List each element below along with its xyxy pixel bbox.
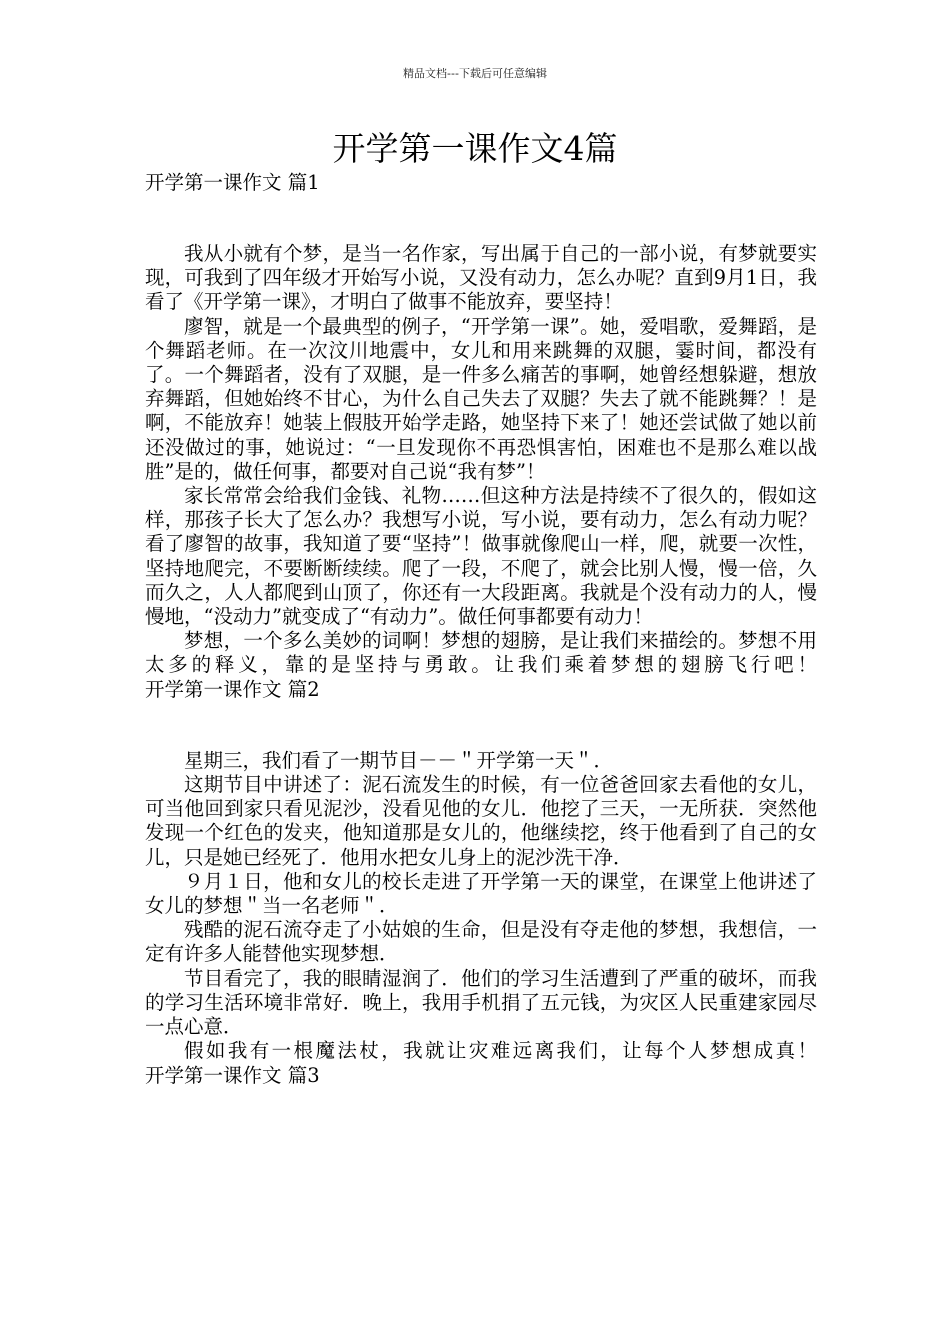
paragraph-text: 假如我有一根魔法杖，我就让灾难远离我们，让每个人梦想成真！ [184,1039,817,1063]
blank-space [145,702,817,749]
paragraph [145,1039,817,1087]
document-title: 开学第一课作文4篇 [332,129,618,168]
paragraph: 家长常常会给我们金钱、礼物……但这种方法是持续不了很久的，假如这样，那孩子长大了怎么办？我想写小说，写小说，要有动力，怎么有动力呢？看了廖智的故事，我知道了要“坚持”！做事就像爬山一样，爬，就要一次性，坚持地爬完，不要断断续续。爬了一段，不爬了，就会比别人慢，慢一倍，久而久之，人人都爬到山顶了，你还有一大段距离。我就是个没有动力的人，慢慢地，“没动力”就变成了“有动力”。做任何事都要有动力！ [145,484,817,629]
paragraph: 这期节目中讲述了：泥石流发生的时候，有一位爸爸回家去看他的女儿，可当他回到家只看见泥沙，没看见他的女儿．他挖了三天，一无所获．突然他发现一个红色的发夹，他知道那是女儿的，他继续挖，终于他看到了自己的女儿，只是她已经死了．他用水把女儿身上的泥沙洗干净． [145,773,817,869]
section-heading-2: 开学第一课作文 篇2 [145,677,320,701]
paragraph: ９月１日，他和女儿的校长走进了开学第一天的课堂，在课堂上他讲述了女儿的梦想＂当一名老师＂． [145,869,817,918]
document-body [145,171,817,1088]
paragraph: 我从小就有个梦，是当一名作家，写出属于自己的一部小说，有梦就要实现，可我到了四年级才开始写小说，又没有动力，怎么办呢？直到9月1日，我看了《开学第一课》，才明白了做事不能放弃，要坚持！ [145,242,817,314]
section-heading-3: 开学第一课作文 篇3 [145,1063,320,1087]
paragraph-text: 梦想，一个多么美妙的词啊！梦想的翅膀，是让我们来描绘的。梦想不用太多的释义，靠的是坚持与勇敢。让我们乘着梦想的翅膀飞行吧！ [145,629,817,677]
section-heading-1: 开学第一课作文 篇1 [145,171,320,194]
paragraph: 廖智，就是一个最典型的例子，“开学第一课”。她，爱唱歌，爱舞蹈，是个舞蹈老师。在一次汶川地震中，女儿和用来跳舞的双腿，霎时间，都没有了。一个舞蹈者，没有了双腿，是一件多么痛苦的事啊，她曾经想躲避，想放弃舞蹈，但她始终不甘心，为什么自己失去了双腿？失去了就不能跳舞？！是啊，不能放弃！她装上假肢开始学走路，她坚持下来了！她还尝试做了她以前还没做过的事，她说过：“一旦发现你不再恐惧害怕，困难也不是那么难以战胜”是的，做任何事，都要对自己说“我有梦”！ [145,314,817,483]
paragraph: 星期三，我们看了一期节目－－＂开学第一天＂． [184,748,614,772]
paragraph: 节目看完了，我的眼睛湿润了．他们的学习生活遭到了严重的破坏，而我的学习生活环境非常好．晚上，我用手机捐了五元钱，为灾区人民重建家园尽一点心意． [145,966,817,1039]
paragraph [145,629,817,702]
page-header: 精品文档---下载后可任意编辑 [403,67,547,80]
paragraph: 残酷的泥石流夺走了小姑娘的生命，但是没有夺走他的梦想，我想信，一定有许多人能替他实现梦想． [145,918,817,966]
blank-space [145,195,817,242]
